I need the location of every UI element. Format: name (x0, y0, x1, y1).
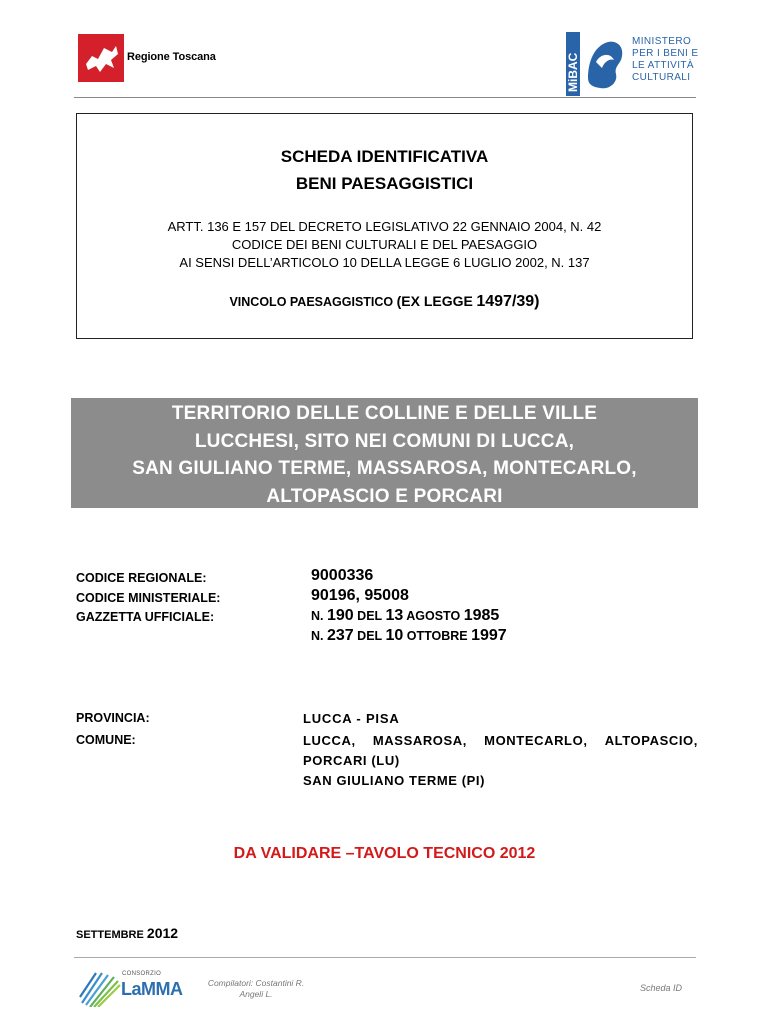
gazzetta-entry-1 (311, 607, 499, 625)
codice-regionale-value: 9000336 (311, 567, 374, 584)
gazzetta-2-year: 1997 (471, 627, 507, 644)
legal-line-2: CODICE DEI BENI CULTURALI E DEL PAESAGGIO (231, 237, 538, 252)
vincolo-line (76, 293, 693, 311)
provincia-label: PROVINCIA: (76, 711, 150, 725)
gazzetta-entry-2 (311, 627, 507, 645)
comune-altopascio: ALTOPASCIO, (604, 733, 698, 748)
lamma-consorzio-label: CONSORZIO (122, 971, 162, 977)
title-line-1: SCHEDA IDENTIFICATIVA (280, 147, 489, 166)
ministero-line-1: MINISTERO (632, 36, 692, 47)
date-month: SETTEMBRE (76, 929, 144, 941)
legal-reference (76, 218, 693, 272)
date-year: 2012 (146, 925, 179, 941)
gazzetta-2-number: 237 (326, 627, 354, 644)
header-divider (74, 97, 696, 98)
comune-line-3: SAN GIULIANO TERME (PI) (303, 773, 486, 788)
territory-title (71, 400, 698, 510)
compilatori (196, 978, 316, 1000)
codice-ministeriale-label: CODICE MINISTERIALE: (76, 591, 221, 605)
vincolo-prefix: VINCOLO PAESAGGISTICO (229, 295, 394, 309)
gazzetta-2-n: N. (311, 629, 324, 643)
gazzetta-1-month: AGOSTO (406, 609, 461, 623)
territory-line-4: ALTOPASCIO E PORCARI (266, 485, 503, 507)
validation-status: DA VALIDARE –TAVOLO TECNICO 2012 (233, 845, 536, 862)
vincolo-number: 1497/39) (476, 293, 540, 310)
gazzetta-2-day: 10 (385, 627, 404, 644)
ministero-line-4: CULTURALI (632, 72, 691, 83)
codice-regionale-label: CODICE REGIONALE: (76, 571, 207, 585)
gazzetta-1-year: 1985 (463, 607, 500, 624)
vincolo-paren: (EX LEGGE (396, 293, 473, 309)
scheda-id-label: Scheda ID (640, 983, 683, 993)
regione-toscana-logo-icon (78, 34, 124, 82)
ministero-line-2: PER I BENI E (632, 48, 699, 59)
gazzetta-1-del: DEL (357, 609, 382, 623)
gazzetta-1-number: 190 (326, 607, 354, 624)
territory-line-2: LUCCHESI, SITO NEI COMUNI DI LUCCA, (194, 430, 575, 452)
title-line-2: BENI PAESAGGISTICI (295, 174, 474, 193)
regione-toscana-name: Regione Toscana (127, 51, 216, 63)
comune-line-1 (303, 731, 698, 751)
comune-lucca: LUCCA, (303, 733, 356, 748)
comune-line-2: PORCARI (LU) (303, 753, 400, 768)
comune-massarosa: MASSAROSA, (372, 733, 467, 748)
document-title (76, 143, 693, 197)
ministero-text (632, 36, 699, 84)
comune-montecarlo: MONTECARLO, (484, 733, 588, 748)
ministero-line-3: LE ATTIVITÀ (632, 60, 695, 71)
gazzetta-1-n: N. (311, 609, 324, 623)
compilatori-line-1: Compilatori: Costantini R. (207, 978, 305, 988)
gazzetta-1-day: 13 (385, 607, 404, 624)
lamma-logo (78, 967, 188, 1007)
compilatori-line-2: Angeli L. (239, 989, 273, 999)
mibac-logo-icon (566, 32, 628, 96)
comune-label: COMUNE: (76, 733, 136, 747)
provincia-value: LUCCA - PISA (303, 711, 400, 726)
document-date (76, 925, 178, 941)
comune-value (303, 731, 698, 791)
lamma-name: LaMMA (121, 979, 183, 999)
legal-line-3: AI SENSI DELL’ARTICOLO 10 DELLA LEGGE 6 LUGLIO 2002, N. 137 (179, 255, 590, 270)
codice-ministeriale-value: 90196, 95008 (311, 587, 409, 604)
gazzetta-ufficiale-label: GAZZETTA UFFICIALE: (76, 610, 215, 624)
territory-line-1: TERRITORIO DELLE COLLINE E DELLE VILLE (171, 403, 598, 424)
footer-divider (74, 957, 696, 958)
svg-text:MiBAC: MiBAC (566, 52, 580, 92)
territory-line-3: SAN GIULIANO TERME, MASSAROSA, MONTECARLO, (132, 458, 637, 479)
lamma-stripes-icon (78, 967, 122, 1007)
gazzetta-2-month: OTTOBRE (406, 629, 468, 643)
legal-line-1: ARTT. 136 E 157 DEL DECRETO LEGISLATIVO 22 GENNAIO 2004, N. 42 (167, 219, 602, 234)
gazzetta-2-del: DEL (357, 629, 382, 643)
